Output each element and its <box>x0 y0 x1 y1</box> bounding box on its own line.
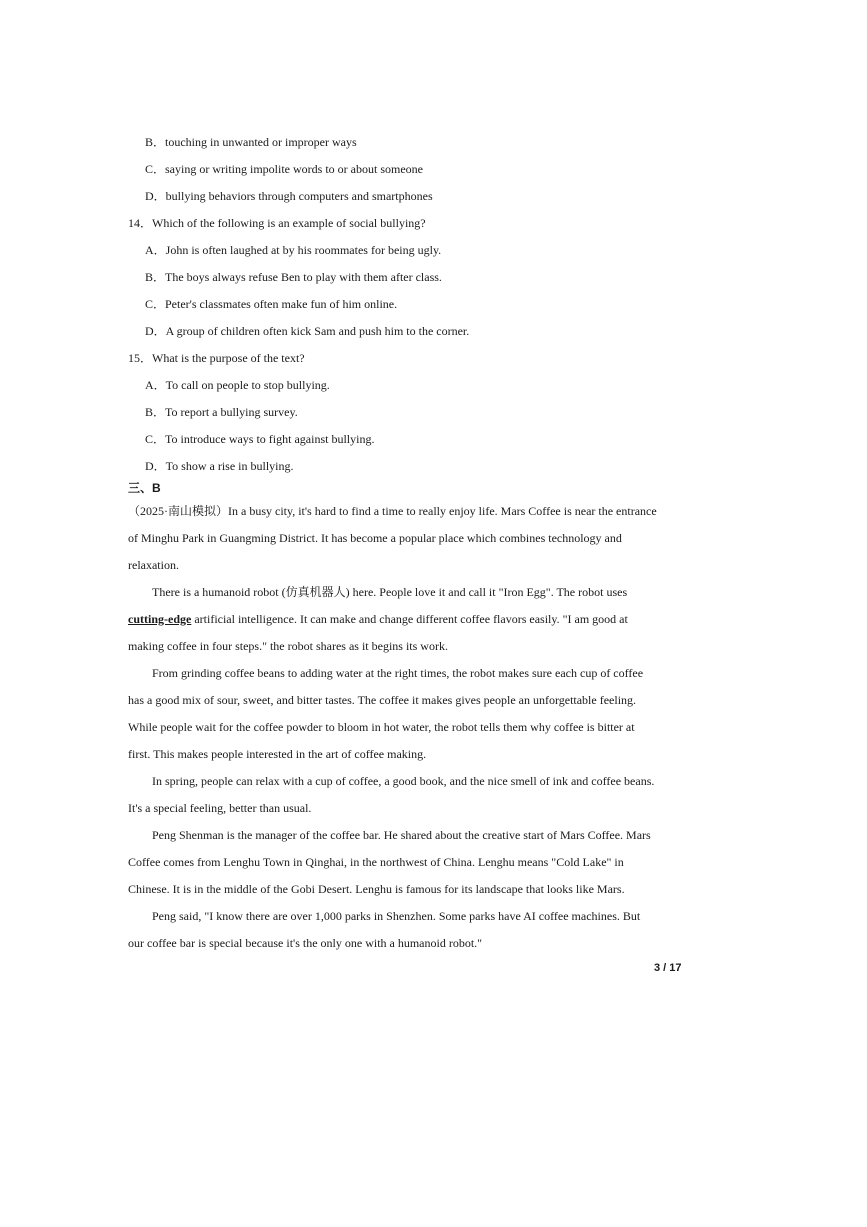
passage-p1-line3: relaxation. <box>128 558 179 572</box>
passage-p6-line2: our coffee bar is special because it's the only one with a humanoid robot." <box>128 936 483 950</box>
q13-option-d: D．bullying behaviors through computers and smartphones <box>145 189 433 203</box>
q14-option-b: B．The boys always refuse Ben to play with them after class. <box>145 270 442 284</box>
passage-p2-line2 <box>128 611 628 627</box>
q15-option-c: C．To introduce ways to fight against bullying. <box>145 432 375 446</box>
passage-p5-line3: Chinese. It is in the middle of the Gobi Desert. Lenghu is famous for its landscape that looks like Mars. <box>128 882 625 896</box>
q13-option-c: C．saying or writing impolite words to or about someone <box>145 162 423 176</box>
passage-p2-line1: There is a humanoid robot (仿真机器人) here. People love it and call it "Iron Egg". The robot uses <box>152 585 628 599</box>
passage-p1-line1: （2025·南山模拟）In a busy city, it's hard to find a time to really enjoy life. Mars Coffee is near the entrance <box>128 504 657 518</box>
underlined-term: cutting-edge <box>128 612 192 626</box>
q15-option-b: B．To report a bullying survey. <box>145 405 298 419</box>
passage-p4-line1: In spring, people can relax with a cup of coffee, a good book, and the nice smell of ink and coffee beans. <box>152 774 655 788</box>
q14-option-d: D．A group of children often kick Sam and push him to the corner. <box>145 324 470 338</box>
passage-p3-line3: While people wait for the coffee powder to bloom in hot water, the robot tells them why coffee is bitter at <box>128 720 635 734</box>
q13-option-b: B．touching in unwanted or improper ways <box>145 135 357 149</box>
passage-p3-line1: From grinding coffee beans to adding water at the right times, the robot makes sure each cup of coffee <box>152 666 644 680</box>
q15-stem: 15．What is the purpose of the text? <box>128 351 305 365</box>
q14-option-c: C．Peter's classmates often make fun of him online. <box>145 297 398 311</box>
passage-p2-line3: making coffee in four steps." the robot shares as it begins its work. <box>128 639 448 653</box>
passage-p3-line4: first. This makes people interested in the art of coffee making. <box>128 747 427 761</box>
passage-p6-line1: Peng said, "I know there are over 1,000 parks in Shenzhen. Some parks have AI coffee machines. But <box>152 909 641 923</box>
q15-option-a: A．To call on people to stop bullying. <box>145 378 330 392</box>
page-number: 3 / 17 <box>654 962 682 974</box>
q14-stem: 14．Which of the following is an example of social bullying? <box>128 216 426 230</box>
passage-p5-line1: Peng Shenman is the manager of the coffee bar. He shared about the creative start of Mars Coffee. Mars <box>152 828 651 842</box>
passage-p4-line2: It's a special feeling, better than usual. <box>128 801 312 815</box>
passage-p2-line2-rest: artificial intelligence. It can make and change different coffee flavors easily. "I am good at <box>191 612 628 626</box>
passage-p5-line2: Coffee comes from Lenghu Town in Qinghai, in the northwest of China. Lenghu means "Cold Lake" in <box>128 855 624 869</box>
q14-option-a: A．John is often laughed at by his roommates for being ugly. <box>145 243 442 257</box>
q15-option-d: D．To show a rise in bullying. <box>145 459 294 473</box>
section-heading: 三、B <box>128 481 161 495</box>
passage-p1-line2: of Minghu Park in Guangming District. It has become a popular place which combines technology and <box>128 531 622 545</box>
passage-p3-line2: has a good mix of sour, sweet, and bitter tastes. The coffee it makes gives people an unforgettable feeling. <box>128 693 637 707</box>
